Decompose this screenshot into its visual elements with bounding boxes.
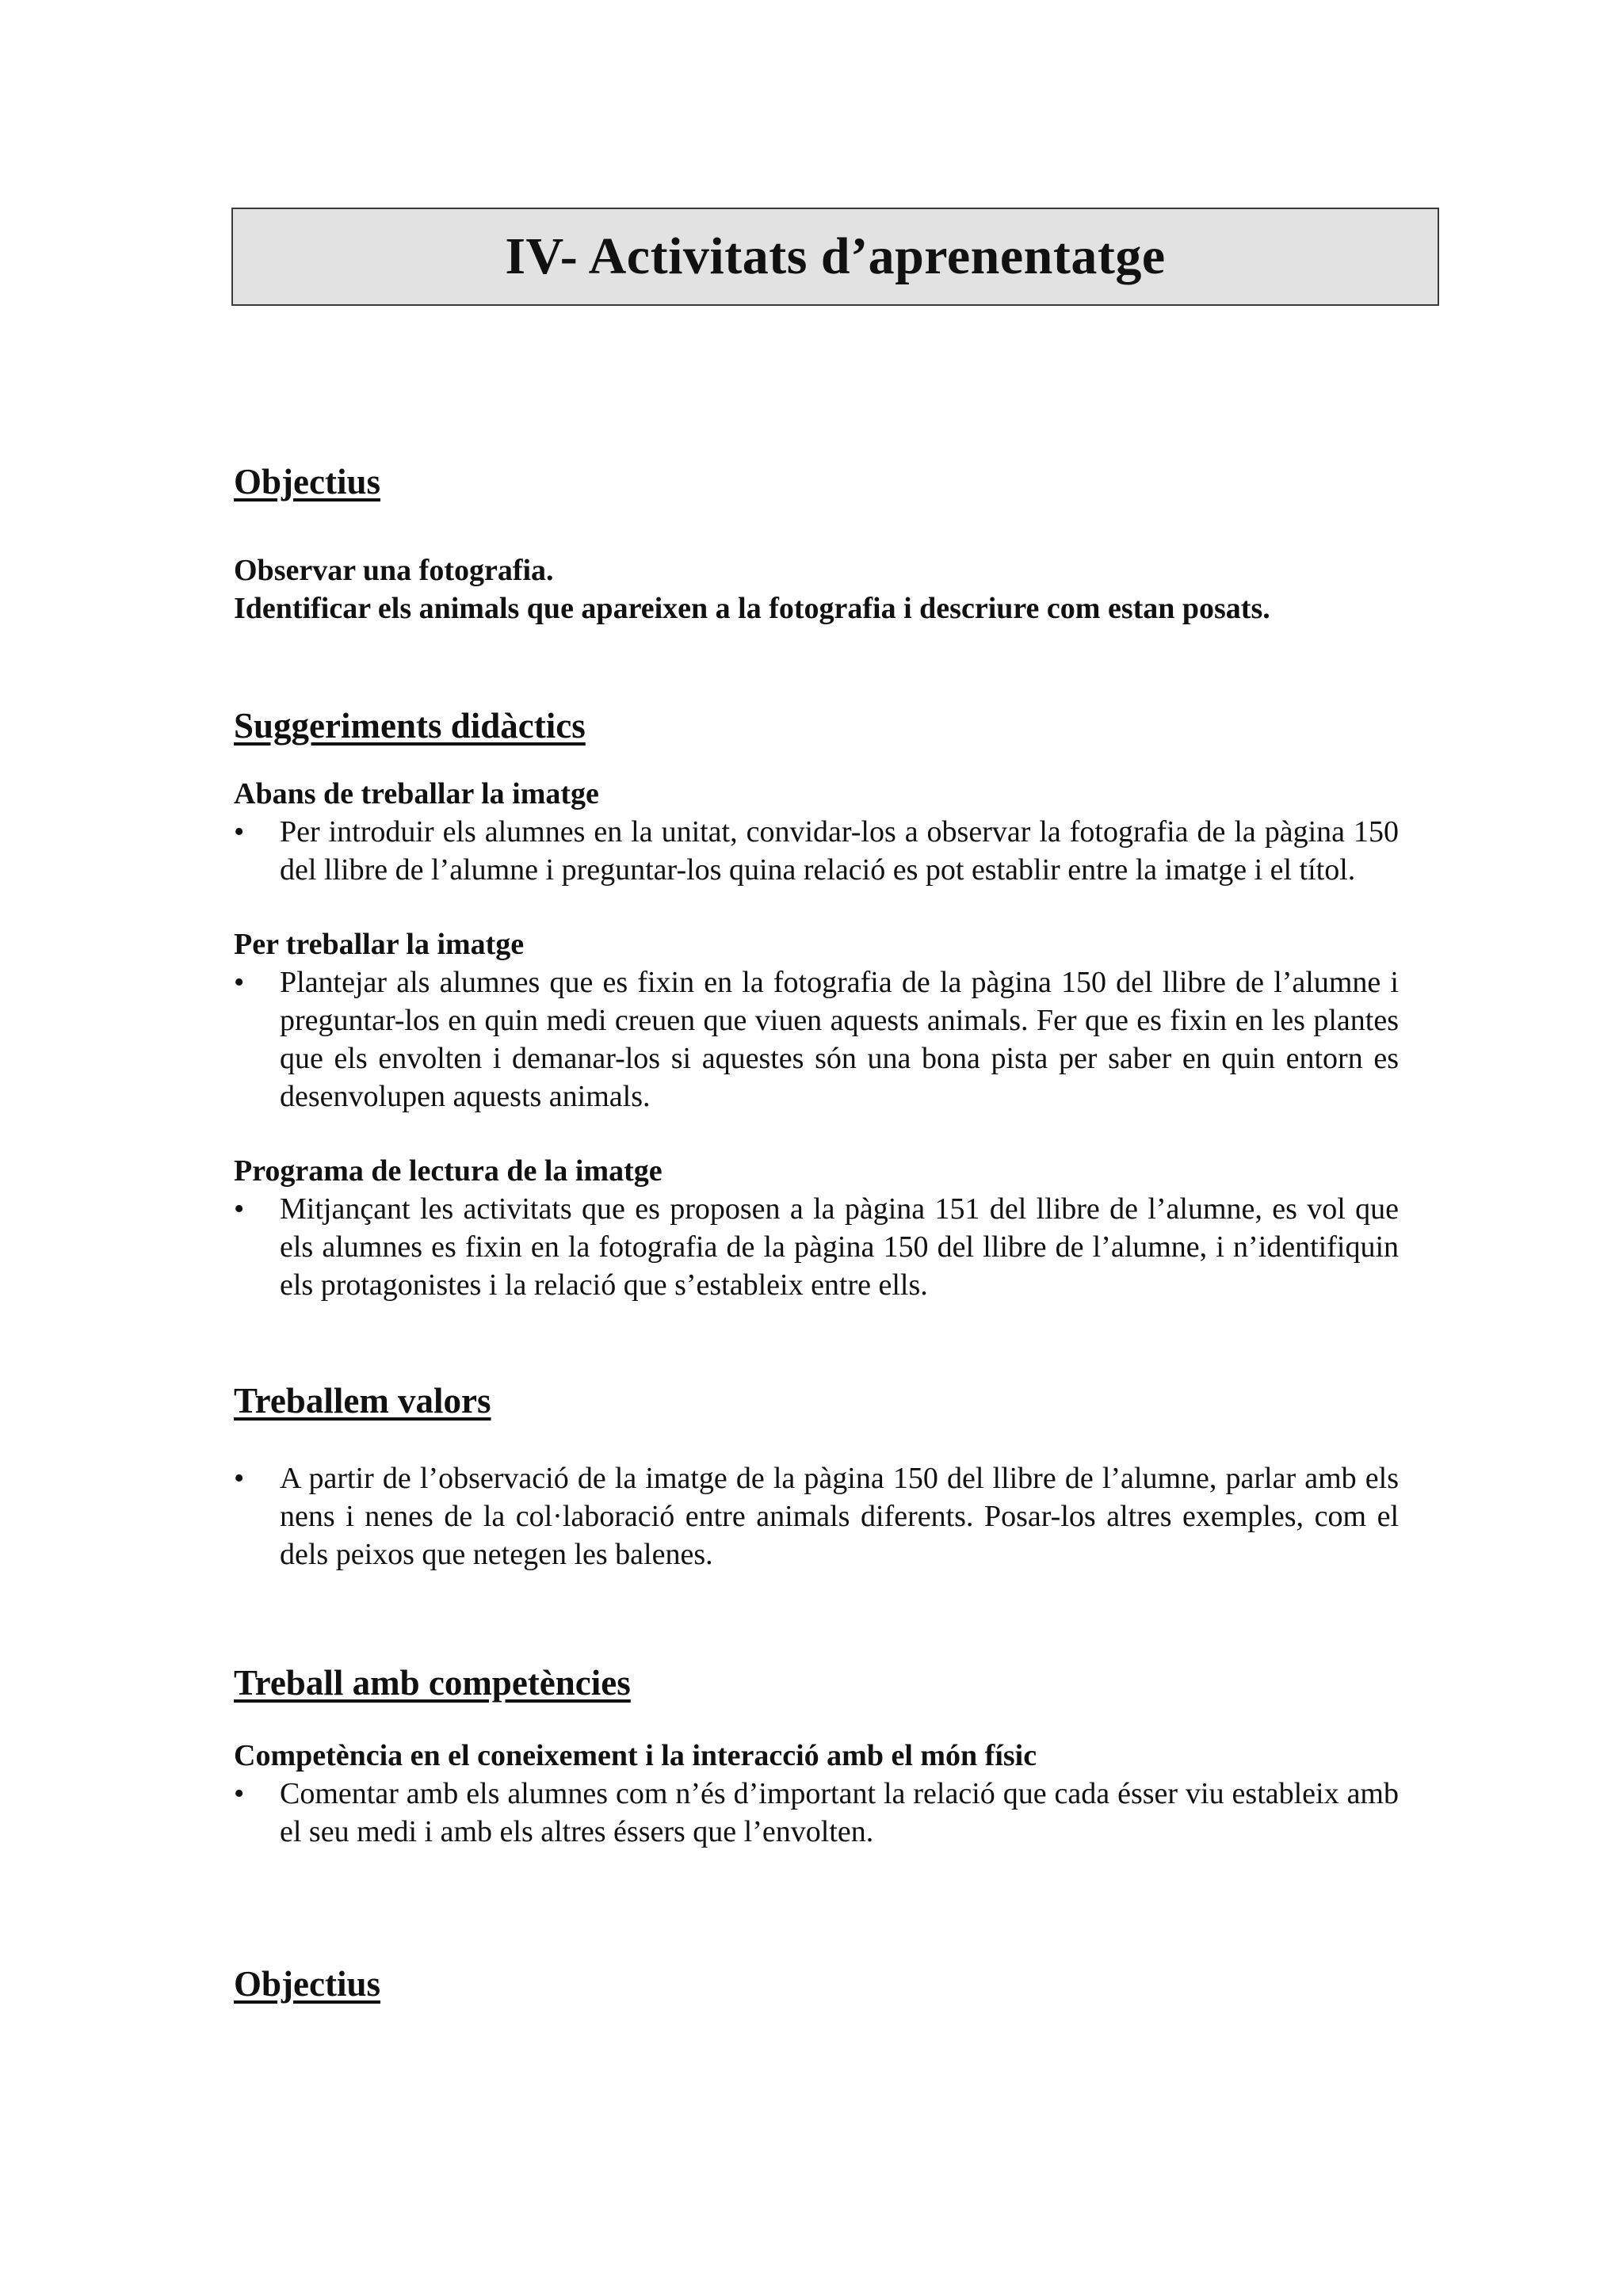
list-item	[234, 813, 1399, 889]
bullet-text: A partir de l’observació de la imatge de la pàgina 150 del llibre de l’alumne, parlar amb els nens i nenes de la col·laboració entre animals diferents. Posar-los altres exemples, com el dels peixos que netegen les balenes.	[280, 1462, 1399, 1571]
subheading-programa-lectura: Programa de lectura de la imatge	[234, 1154, 663, 1188]
objectiu-line: Identificar els animals que apareixen a la fotografia i descriure com estan posats.	[234, 592, 1270, 625]
bullet-symbol: •	[234, 1462, 245, 1495]
section-heading-objectius: Objectius	[234, 462, 380, 502]
list-item	[234, 1190, 1399, 1304]
section-heading-suggeriments: Suggeriments didàctics	[234, 706, 586, 746]
bullet-text: Comentar amb els alumnes com n’és d’important la relació que cada ésser viu estableix amb el seu medi i amb els altres éssers que l’envolten.	[280, 1777, 1399, 1848]
subheading-per-treballar: Per treballar la imatge	[234, 928, 525, 961]
bullet-symbol: •	[234, 1777, 245, 1810]
section-heading-objectius-2: Objectius	[234, 1964, 380, 2004]
objectiu-line: Observar una fotografia.	[234, 554, 554, 587]
title-box	[231, 208, 1439, 306]
list-item	[234, 1775, 1399, 1851]
section-heading-valors: Treballem valors	[234, 1381, 491, 1421]
bullet-text: Mitjançant les activitats que es proposen a la pàgina 151 del llibre de l’alumne, es vol que els alumnes es fixin en la fotografia de la pàgina 150 del llibre de l’alumne, i n’identifiquin els protagonistes i la relació que s’estableix entre ells.	[280, 1192, 1399, 1302]
bullet-symbol: •	[234, 1192, 245, 1226]
document-content	[234, 460, 1399, 2006]
bullet-symbol: •	[234, 966, 245, 999]
objectius-list	[234, 551, 1399, 627]
page-title: IV- Activitats d’aprenentatge	[505, 227, 1166, 285]
bullet-text: Per introduir els alumnes en la unitat, convidar-los a observar la fotografia de la pàgina 150 del llibre de l’alumne i preguntar-los quina relació es pot establir entre la imatge i el títol.	[280, 815, 1399, 887]
list-item	[234, 963, 1399, 1116]
list-item	[234, 1459, 1399, 1573]
bullet-symbol: •	[234, 815, 245, 849]
subheading-abans: Abans de treballar la imatge	[234, 777, 599, 810]
bullet-text: Plantejar als alumnes que es fixin en la fotografia de la pàgina 150 del llibre de l’alumne i preguntar-los en quin medi creuen que viuen aquests animals. Fer que es fixin en les plantes que els envolten i demanar-los si aquestes són una bona pista per saber en quin entorn es desenvolupen aquests animals.	[280, 966, 1399, 1113]
section-heading-competencies: Treball amb competències	[234, 1663, 631, 1703]
subheading-competencia: Competència en el coneixement i la interacció amb el món físic	[234, 1739, 1037, 1772]
